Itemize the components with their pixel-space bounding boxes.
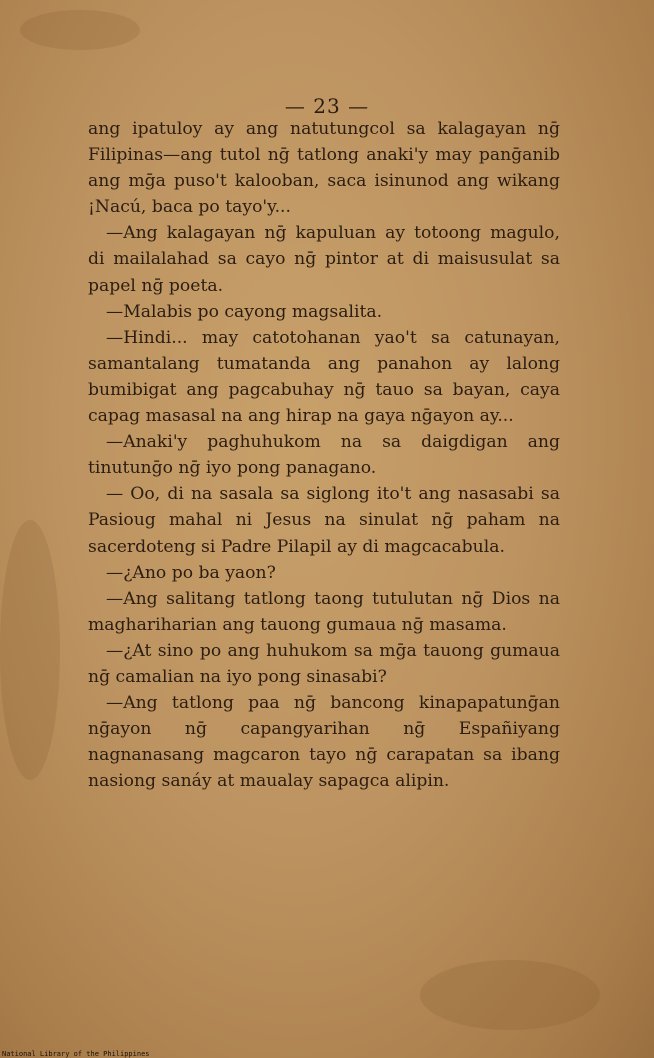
paper-stain	[20, 10, 140, 50]
paragraph: —¿At sino po ang huhukom sa mḡa tauong gumaua nḡ camalian na iyo pong sinasabi?	[88, 640, 560, 687]
library-credit: National Library of the Philippines	[2, 1050, 150, 1058]
paper-stain	[0, 520, 60, 780]
paragraph: —Malabis po cayong magsalita.	[106, 301, 383, 322]
body-text	[88, 116, 560, 794]
paragraph: —Ang tatlong paa nḡ bancong kinapapatunḡan nḡayon nḡ capangyarihan nḡ Españiyang nagnanasang magcaron tayo nḡ carapatan sa ibang nasiong sanáy at maualay sapagca alipin.	[88, 693, 560, 792]
paper-stain	[420, 960, 600, 1030]
paragraph: — Oo, di na sasala sa siglong ito't ang nasasabi sa Pasioug mahal ni Jesus na sinulat nḡ paham na sacerdoteng si Padre Pilapil ay di magcacabula.	[88, 484, 560, 557]
paragraph: —Ang salitang tatlong taong tutulutan nḡ Dios na maghariharian ang tauong gumaua nḡ masama.	[88, 588, 560, 635]
page-number: — 23 —	[284, 94, 370, 118]
paragraph: —Ang kalagayan nḡ kapuluan ay totoong magulo, di mailalahad sa cayo nḡ pintor at di maisusulat sa papel nḡ poeta.	[88, 223, 560, 296]
paragraph: —Anaki'y paghuhukom na sa daigdigan ang tinutunḡo nḡ iyo pong panagano.	[88, 432, 560, 479]
paragraph: ang ipatuloy ay ang natutungcol sa kalagayan nḡ Filipinas—ang tutol nḡ tatlong anaki'y may panḡanib ang mḡa puso't kalooban, saca isinunod ang wikang ¡Nacú, baca po tayo'y...	[88, 119, 560, 218]
paragraph: —¿Ano po ba yaon?	[106, 562, 276, 583]
paragraph: —Hindi... may catotohanan yao't sa catunayan, samantalang tumatanda ang panahon ay lalong bumibigat ang pagcabuhay nḡ tauo sa bayan, caya capag masasal na ang hirap na gaya nḡayon ay...	[88, 327, 560, 427]
